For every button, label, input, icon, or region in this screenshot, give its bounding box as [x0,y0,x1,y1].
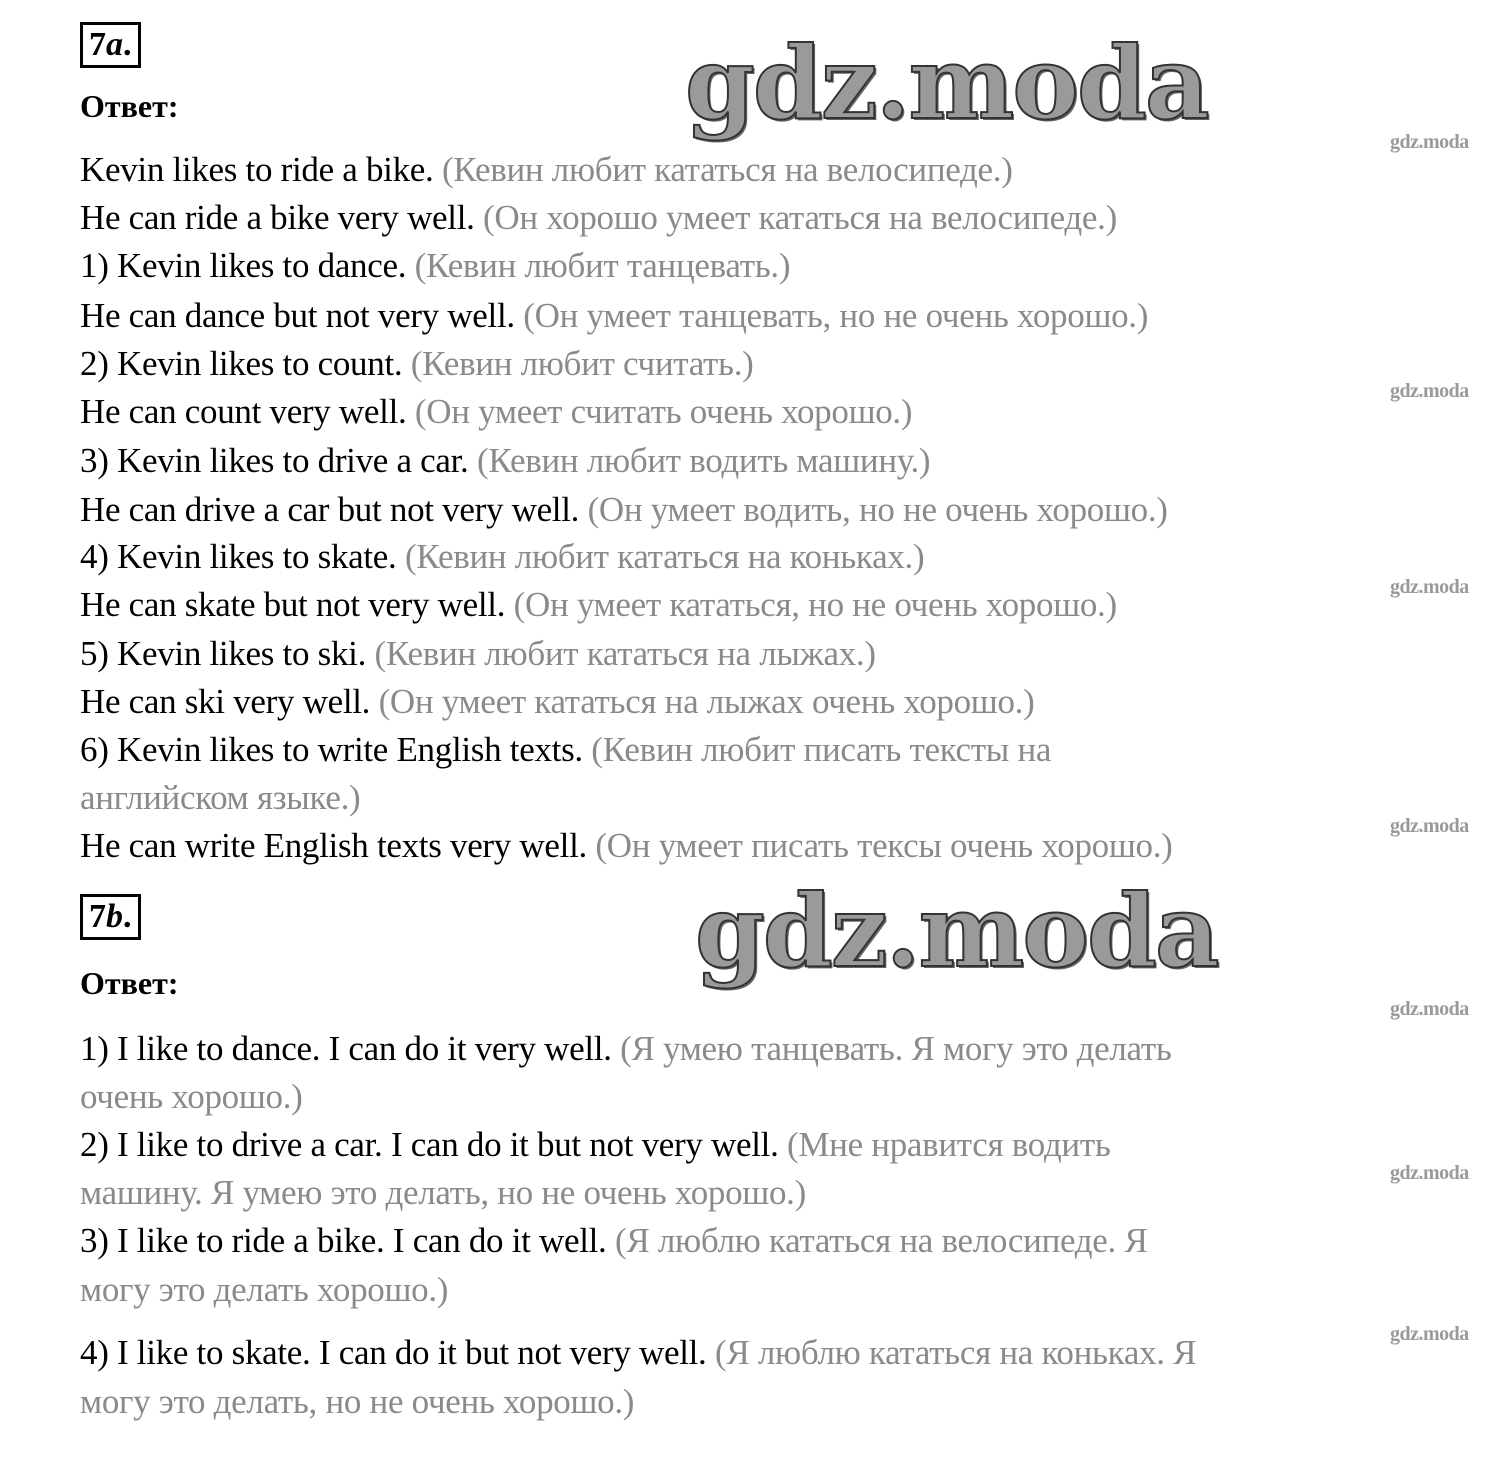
answer-line [80,437,930,485]
exercise-letter: a [106,26,123,63]
russian-translation: (Кевин любит кататься на лыжах.) [374,634,876,673]
exercise-label-7a [80,22,141,68]
russian-translation: (Он умеет кататься, но не очень хорошо.) [513,585,1117,624]
answer-line [80,340,754,388]
watermark-small: gdz.moda [1390,131,1469,153]
answer-line [80,630,876,678]
exercise-dot: . [123,26,132,63]
russian-translation: (Кевин любит кататься на велосипеде.) [441,150,1013,189]
russian-translation: (Кевин любит писать тексты на [591,730,1052,769]
exercise-dot: . [123,898,132,935]
answer-line [80,1025,1172,1073]
russian-translation: (Кевин любит водить машину.) [476,441,931,480]
russian-translation: (Он умеет считать очень хорошо.) [414,392,913,431]
answer-heading: Ответ: [80,965,179,1001]
english-text: 4) I like to skate. I can do it but not very well. [80,1333,707,1372]
english-text: He can dance but not very well. [80,296,515,335]
russian-translation: машину. Я умею это делать, но не очень хорошо.) [80,1173,806,1212]
russian-translation: (Он хорошо умеет кататься на велосипеде.) [483,198,1117,237]
english-text: He can skate but not very well. [80,585,506,624]
watermark-small: gdz.moda [1390,576,1469,598]
answer-line [80,242,790,290]
answer-line [80,292,1148,340]
english-text: 5) Kevin likes to ski. [80,634,367,673]
english-text: 4) Kevin likes to skate. [80,537,397,576]
answer-line [80,388,912,436]
russian-translation: (Кевин любит танцевать.) [414,246,791,285]
russian-translation: (Он умеет кататься на лыжах очень хорошо.) [378,682,1035,721]
russian-translation: (Я люблю кататься на велосипеде. Я [614,1221,1148,1260]
answer-line [80,1121,1110,1169]
watermark-large: gdz.moda [695,872,1218,990]
russian-translation: (Он умеет танцевать, но не очень хорошо.) [523,296,1149,335]
watermark-small: gdz.moda [1390,998,1469,1020]
answer-line [80,726,1051,774]
exercise-number: 7 [89,26,106,63]
russian-translation: (Я умею танцевать. Я могу это делать [620,1029,1172,1068]
answer-line [80,581,1117,629]
russian-translation: могу это делать, но не очень хорошо.) [80,1382,635,1421]
exercise-number: 7 [89,898,106,935]
english-text: 2) Kevin likes to count. [80,344,403,383]
english-text: He can count very well. [80,392,407,431]
watermark-small: gdz.moda [1390,815,1469,837]
russian-translation: (Он умеет водить, но не очень хорошо.) [587,490,1168,529]
answer-line [80,1329,1196,1377]
russian-translation: (Кевин любит считать.) [410,344,754,383]
english-text: 3) I like to ride a bike. I can do it well. [80,1221,607,1260]
russian-translation: (Он умеет писать тексы очень хорошо.) [595,826,1173,865]
answer-line [80,486,1168,534]
answer-line [80,1266,448,1314]
english-text: 6) Kevin likes to write English texts. [80,730,583,769]
english-text: Kevin likes to ride a bike. [80,150,434,189]
russian-translation: (Я люблю кататься на коньках. Я [714,1333,1197,1372]
russian-translation: могу это делать хорошо.) [80,1270,449,1309]
english-text: 1) Kevin likes to dance. [80,246,407,285]
answer-line [80,533,924,581]
watermark-small: gdz.moda [1390,1162,1469,1184]
english-text: He can write English texts very well. [80,826,587,865]
answer-line [80,1217,1148,1265]
english-text: 2) I like to drive a car. I can do it but not very well. [80,1125,779,1164]
watermark-small: gdz.moda [1390,1323,1469,1345]
russian-translation: (Кевин любит кататься на коньках.) [404,537,925,576]
answer-line [80,194,1117,242]
russian-translation: (Мне нравится водить [786,1125,1111,1164]
answer-line [80,146,1013,194]
exercise-letter: b [106,898,123,935]
answer-line [80,822,1173,870]
answer-line [80,1378,634,1426]
english-text: 1) I like to dance. I can do it very well. [80,1029,612,1068]
english-text: He can drive a car but not very well. [80,490,580,529]
answer-line [80,1169,806,1217]
answer-heading: Ответ: [80,88,179,124]
answer-line [80,774,360,822]
russian-translation: очень хорошо.) [80,1077,303,1116]
english-text: He can ski very well. [80,682,371,721]
answer-line [80,678,1034,726]
watermark-large: gdz.moda [685,24,1208,142]
answer-line [80,1073,303,1121]
english-text: He can ride a bike very well. [80,198,475,237]
russian-translation: английском языке.) [80,778,361,817]
exercise-label-7b [80,894,141,940]
english-text: 3) Kevin likes to drive a car. [80,441,469,480]
watermark-small: gdz.moda [1390,380,1469,402]
